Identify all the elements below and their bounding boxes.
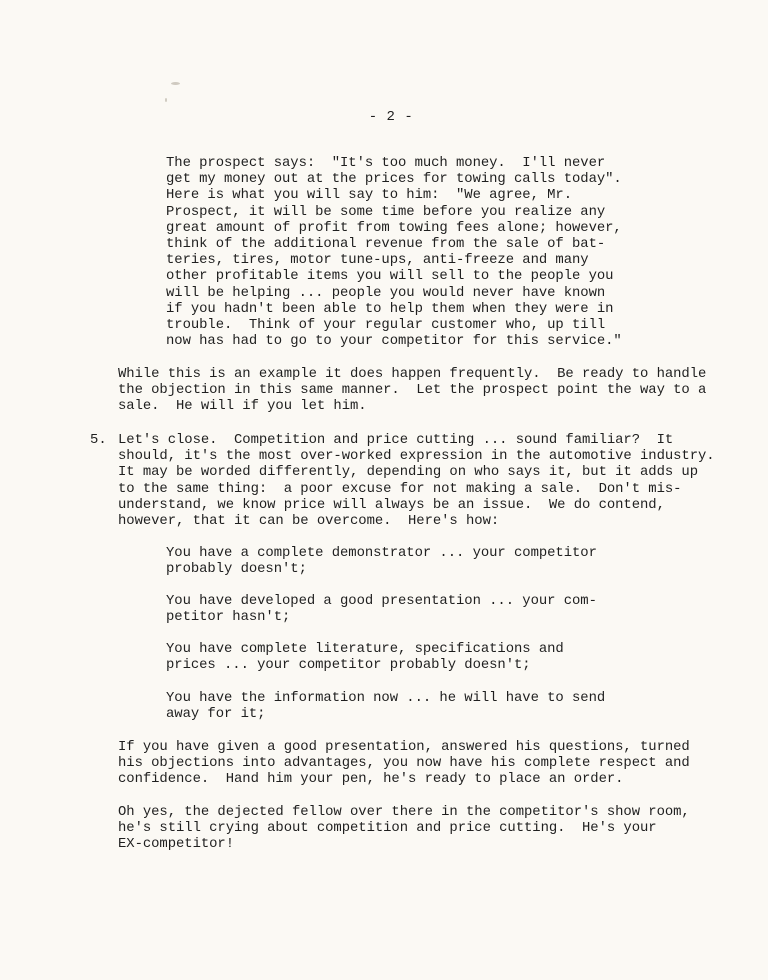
paragraph-line: his objections into advantages, you now have his complete respect and [118,755,690,772]
paragraph-line: confidence. Hand him your pen, he's ready to place an order. [118,771,624,788]
advantage-point [166,545,597,577]
page-number: - 2 - [368,109,414,125]
point-line: prices ... your competitor probably doesn't; [166,657,531,674]
quote-line: will be helping ... people you would never have known [166,284,606,301]
paragraph-line: to the same thing: a poor excuse for not making a sale. Don't mis- [118,480,682,497]
paragraph-line: however, that it can be overcome. Here's how: [118,513,500,530]
point-line: You have complete literature, specifications and [166,641,564,657]
paragraph-line: should, it's the most over-worked expression in the automotive industry. [118,448,715,465]
advantage-point [166,641,564,673]
paragraph-line: Let's close. Competition and price cutting ... sound familiar? It [118,432,674,448]
paragraph-line: While this is an example it does happen frequently. Be ready to handle [118,366,707,382]
point-line: You have a complete demonstrator ... your competitor [166,545,597,561]
presentation-paragraph [118,739,690,788]
point-line: You have the information now ... he will have to send [166,690,606,706]
point-line: probably doesn't; [166,561,307,578]
quote-line: The prospect says: "It's too much money. I'll never [166,155,606,171]
paper-speck [171,82,180,85]
paragraph-line: understand, we know price will always be an issue. We do contend, [118,496,665,513]
closing-paragraph [118,804,690,853]
prospect-quote-block [166,155,622,349]
paragraph-line: the objection in this same manner. Let the prospect point the way to a [118,382,707,399]
quote-line: if you hadn't been able to help them when they were in [166,300,614,317]
paragraph-line: Oh yes, the dejected fellow over there in the competitor's show room, [118,804,690,820]
paragraph-line: It may be worded differently, depending on who says it, but it adds up [118,464,699,481]
paragraph-line: sale. He will if you let him. [118,398,367,415]
point-line: away for it; [166,706,266,723]
quote-line: trouble. Think of your regular customer who, up till [166,317,606,334]
quote-line: Here is what you will say to him: "We agree, Mr. [166,187,573,204]
quote-line: great amount of profit from towing fees alone; however, [166,219,622,236]
quote-line: get my money out at the prices for towing calls today". [166,171,622,188]
quote-line: think of the additional revenue from the sale of bat- [166,236,606,253]
quote-line: other profitable items you will sell to the people you [166,268,614,285]
quote-line: now has had to go to your competitor for this service." [166,333,622,350]
paragraph-line: If you have given a good presentation, answered his questions, turned [118,739,690,755]
item-number: 5. [90,432,107,448]
point-line: petitor hasn't; [166,609,291,626]
point-line: You have developed a good presentation ... your com- [166,593,597,609]
paragraph-line: EX-competitor! [118,836,235,853]
advantage-point [166,593,597,625]
item-5-paragraph [118,432,715,529]
quote-line: Prospect, it will be some time before you realize any [166,203,606,220]
paragraph-line: he's still crying about competition and price cutting. He's your [118,820,657,837]
quote-line: teries, tires, motor tune-ups, anti-freeze and many [166,252,589,269]
paper-speck [165,98,167,102]
advantage-point [166,690,605,722]
example-paragraph [118,366,706,415]
